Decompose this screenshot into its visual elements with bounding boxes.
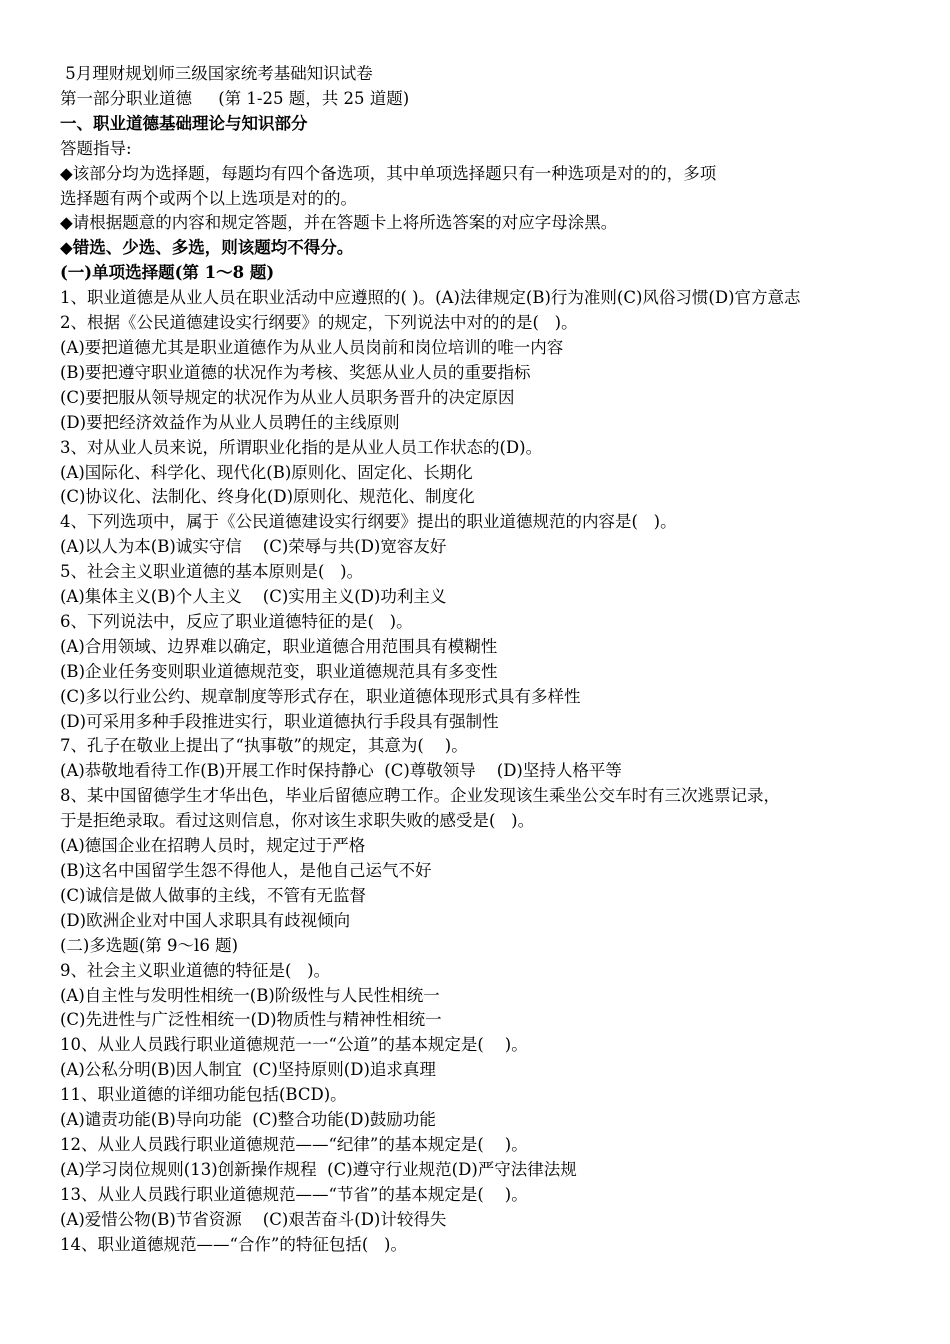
text-line: (C)要把服从领导规定的状况作为从业人员职务晋升的决定原因	[60, 387, 515, 407]
text-line: 10、从业人员践行职业道德规范一一“公道”的基本规定是( )。	[60, 1035, 528, 1055]
text-line: 14、职业道德规范——“合作”的特征包括( )。	[60, 1234, 407, 1254]
text-line: 7、孔子在敬业上提出了“执事敬”的规定，其意为( )。	[60, 736, 468, 756]
text-line: 选择题有两个或两个以上选项是对的的。	[60, 188, 357, 208]
text-line: (B)企业任务变则职业道德规范变，职业道德规范具有多变性	[60, 661, 498, 681]
text-line: (A)自主性与发明性相统一(B)阶级性与人民性相统一	[60, 985, 440, 1005]
text-line: 6、下列说法中，反应了职业道德特征的是( )。	[60, 611, 413, 631]
text-line: (A)公私分明(B)因人制宜 (C)坚持原则(D)追求真理	[60, 1060, 436, 1080]
text-line: 1、职业道德是从业人员在职业活动中应遵照的( )。(A)法律规定(B)行为准则(C)风俗习惯(D)官方意志	[60, 288, 801, 308]
text-line: (一)单项选择题(第 1～8 题)	[60, 263, 275, 283]
text-line: (C)诚信是做人做事的主线，不管有无监督	[60, 885, 366, 905]
text-line: (D)要把经济效益作为从业人员聘任的主线原则	[60, 412, 400, 432]
text-line: (A)恭敬地看待工作(B)开展工作时保持静心 (C)尊敬领导 (D)坚持人格平等	[60, 761, 622, 781]
exam-document	[60, 62, 900, 1258]
text-line: 于是拒绝录取。看过这则信息，你对该生求职失败的感受是( )。	[60, 811, 535, 831]
text-line: 3、对从业人员来说，所谓职业化指的是从业人员工作状态的(D)。	[60, 437, 543, 457]
text-line: 11、职业道德的详细功能包括(BCD)。	[60, 1085, 347, 1105]
text-line: (C)多以行业公约、规章制度等形式存在，职业道德体现形式具有多样性	[60, 686, 581, 706]
text-line: (A)以人为本(B)诚实守信 (C)荣辱与共(D)宽容友好	[60, 537, 447, 557]
text-line: 8、某中国留德学生才华出色，毕业后留德应聘工作。企业发现该生乘坐公交车时有三次逃票记录，	[60, 786, 780, 806]
text-line: (B)这名中国留学生怨不得他人，是他自己运气不好	[60, 861, 432, 880]
text-line: 12、从业人员践行职业道德规范——“纪律”的基本规定是( )。	[60, 1134, 528, 1154]
text-line: 一、职业道德基础理论与知识部分	[60, 113, 308, 133]
text-line: (D)欧洲企业对中国人求职具有歧视倾向	[60, 910, 351, 930]
text-line: 答题指导:	[60, 138, 132, 158]
text-line: 2、根据《公民道德建设实行纲要》的规定，下列说法中对的的是( )。	[60, 313, 578, 333]
text-line: 4、下列选项中，属于《公民道德建设实行纲要》提出的职业道德规范的内容是( )。	[60, 512, 677, 532]
text-line: (A)学习岗位规则(13)创新操作规程 (C)遵守行业规范(D)严守法律法规	[60, 1159, 577, 1179]
text-line: (二)多选题(第 9～l6 题)	[60, 935, 239, 955]
text-line: (A)要把道德尤其是职业道德作为从业人员岗前和岗位培训的唯一内容	[60, 337, 564, 357]
text-line: (A)合用领域、边界难以确定，职业道德合用范围具有模糊性	[60, 636, 498, 656]
text-line: ◆该部分均为选择题，每题均有四个备选项，其中单项选择题只有一种选项是对的的，多项	[60, 163, 717, 183]
text-line: (A)国际化、科学化、现代化(B)原则化、固定化、长期化	[60, 462, 473, 482]
text-line: (A)集体主义(B)个人主义 (C)实用主义(D)功利主义	[60, 587, 447, 607]
text-line: (A)德国企业在招聘人员时，规定过于严格	[60, 836, 366, 856]
text-line: 5月理财规划师三级国家统考基础知识试卷	[60, 64, 373, 83]
text-line: (C)协议化、法制化、终身化(D)原则化、规范化、制度化	[60, 487, 475, 507]
text-line: (A)爱惜公物(B)节省资源 (C)艰苦奋斗(D)计较得失	[60, 1209, 447, 1229]
text-line: (B)要把遵守职业道德的状况作为考核、奖惩从业人员的重要指标	[60, 362, 531, 382]
text-line: (A)谴责功能(B)导向功能 (C)整合功能(D)鼓励功能	[60, 1110, 436, 1130]
text-line: ◆错选、少选、多选，则该题均不得分。	[60, 238, 354, 258]
text-line: (C)先进性与广泛性相统一(D)物质性与精神性相统一	[60, 1010, 442, 1030]
text-line: 9、社会主义职业道德的特征是( )。	[60, 960, 331, 980]
text-line: 13、从业人员践行职业道德规范——“节省”的基本规定是( )。	[60, 1184, 528, 1204]
text-line: 5、社会主义职业道德的基本原则是( )。	[60, 562, 364, 582]
text-line: 第一部分职业道德 (第 1-25 题，共 25 道题)	[60, 88, 410, 108]
text-line: ◆请根据题意的内容和规定答题，并在答题卡上将所选答案的对应字母涂黑。	[60, 213, 618, 233]
text-line: (D)可采用多种手段推进实行，职业道德执行手段具有强制性	[60, 711, 499, 731]
